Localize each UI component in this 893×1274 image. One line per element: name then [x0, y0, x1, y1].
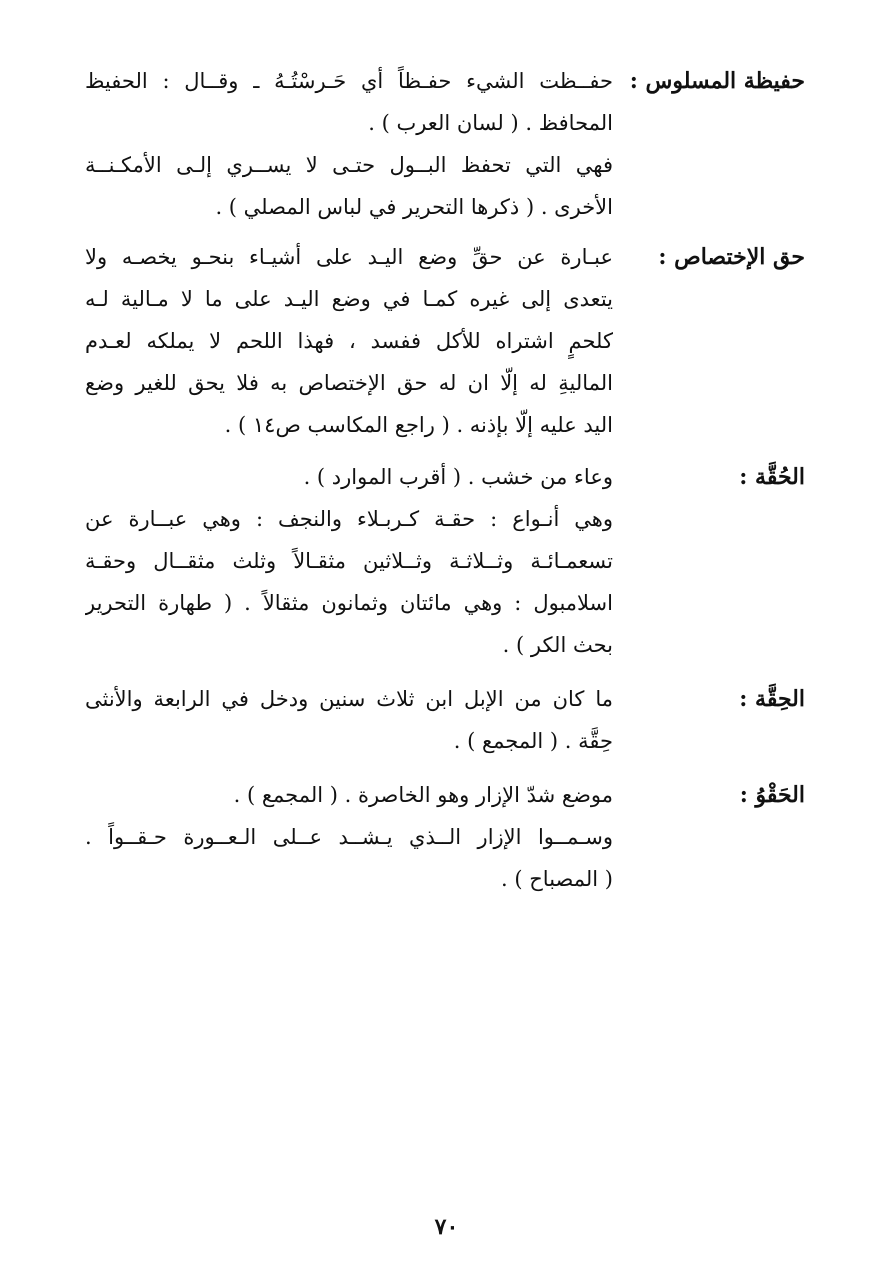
- entry-term: الحَقْوُ :: [739, 782, 805, 808]
- definition-line: وسـمــوا الإزار الــذي يـشــد عــلى الـعــورة حـقــواً .: [85, 825, 613, 849]
- definition-line: اسلامبول : وهي مائتان وثمانون مثقالاً . ( طهارة التحرير: [85, 591, 613, 615]
- definition-line: الماليةِ له إلّا ان له حق الإختصاص به فلا يحق للغير وضع: [85, 371, 613, 395]
- definition-line: ( المصباح ) .: [501, 867, 613, 891]
- definition-line: يتعدى إلى غيره كمـا في وضع اليـد على ما لا مـالية لـه: [85, 287, 613, 311]
- definition-line: موضع شدّ الإزار وهو الخاصرة . ( المجمع ) .: [233, 783, 613, 807]
- definition-line: وهي أنـواع : حقـة كـربـلاء والنجف : وهي عبــارة عن: [85, 507, 613, 531]
- entry-term: الحُقَّة :: [739, 464, 805, 490]
- definition-line: فهي التي تحفظ البــول حتـى لا يســري إلـى الأمكـنــة: [85, 153, 613, 177]
- definition-line: الأخرى . ( ذكرها التحرير في لباس المصلي ) .: [215, 195, 613, 219]
- page-number: ٧٠: [434, 1214, 459, 1240]
- entry-definition: [85, 456, 613, 666]
- entry-definition: [85, 774, 613, 900]
- entry-term: الحِقَّة :: [739, 686, 805, 712]
- definition-line: كلحمٍ اشتراه للأكل ففسد ، فهذا اللحم لا يملكه لعـدم: [85, 329, 613, 353]
- entry-definition: [85, 236, 613, 446]
- entry-term: حق الإختصاص :: [658, 244, 805, 270]
- entry-definition: [85, 678, 613, 762]
- definition-line: تسعمـائـة وثــلاثـة وثــلاثين مثقـالاً وثلث مثقــال وحقـة: [85, 549, 613, 573]
- definition-line: بحث الكر ) .: [502, 633, 613, 657]
- definition-line: المحافظ . ( لسان العرب ) .: [368, 111, 613, 135]
- entry-term: حفيظة المسلوس :: [629, 68, 805, 94]
- definition-line: ما كان من الإبل ابن ثلاث سنين ودخل في الرابعة والأنثى: [85, 687, 613, 711]
- definition-line: حفــظت الشيء حفـظاً أي حَـرسْتُـهُ ـ وقــال : الحفيظ: [85, 69, 613, 93]
- definition-line: وعاء من خشب . ( أقرب الموارد ) .: [303, 465, 613, 489]
- definition-line: حِقَّة . ( المجمع ) .: [453, 729, 613, 753]
- definition-line: اليد عليه إلّا بإذنه . ( راجع المكاسب ص١٤ ) .: [224, 413, 613, 437]
- definition-line: عبـارة عن حقِّ وضع اليـد على أشيـاء بنحـو يخصـه ولا: [85, 245, 613, 269]
- entry-definition: [85, 60, 613, 228]
